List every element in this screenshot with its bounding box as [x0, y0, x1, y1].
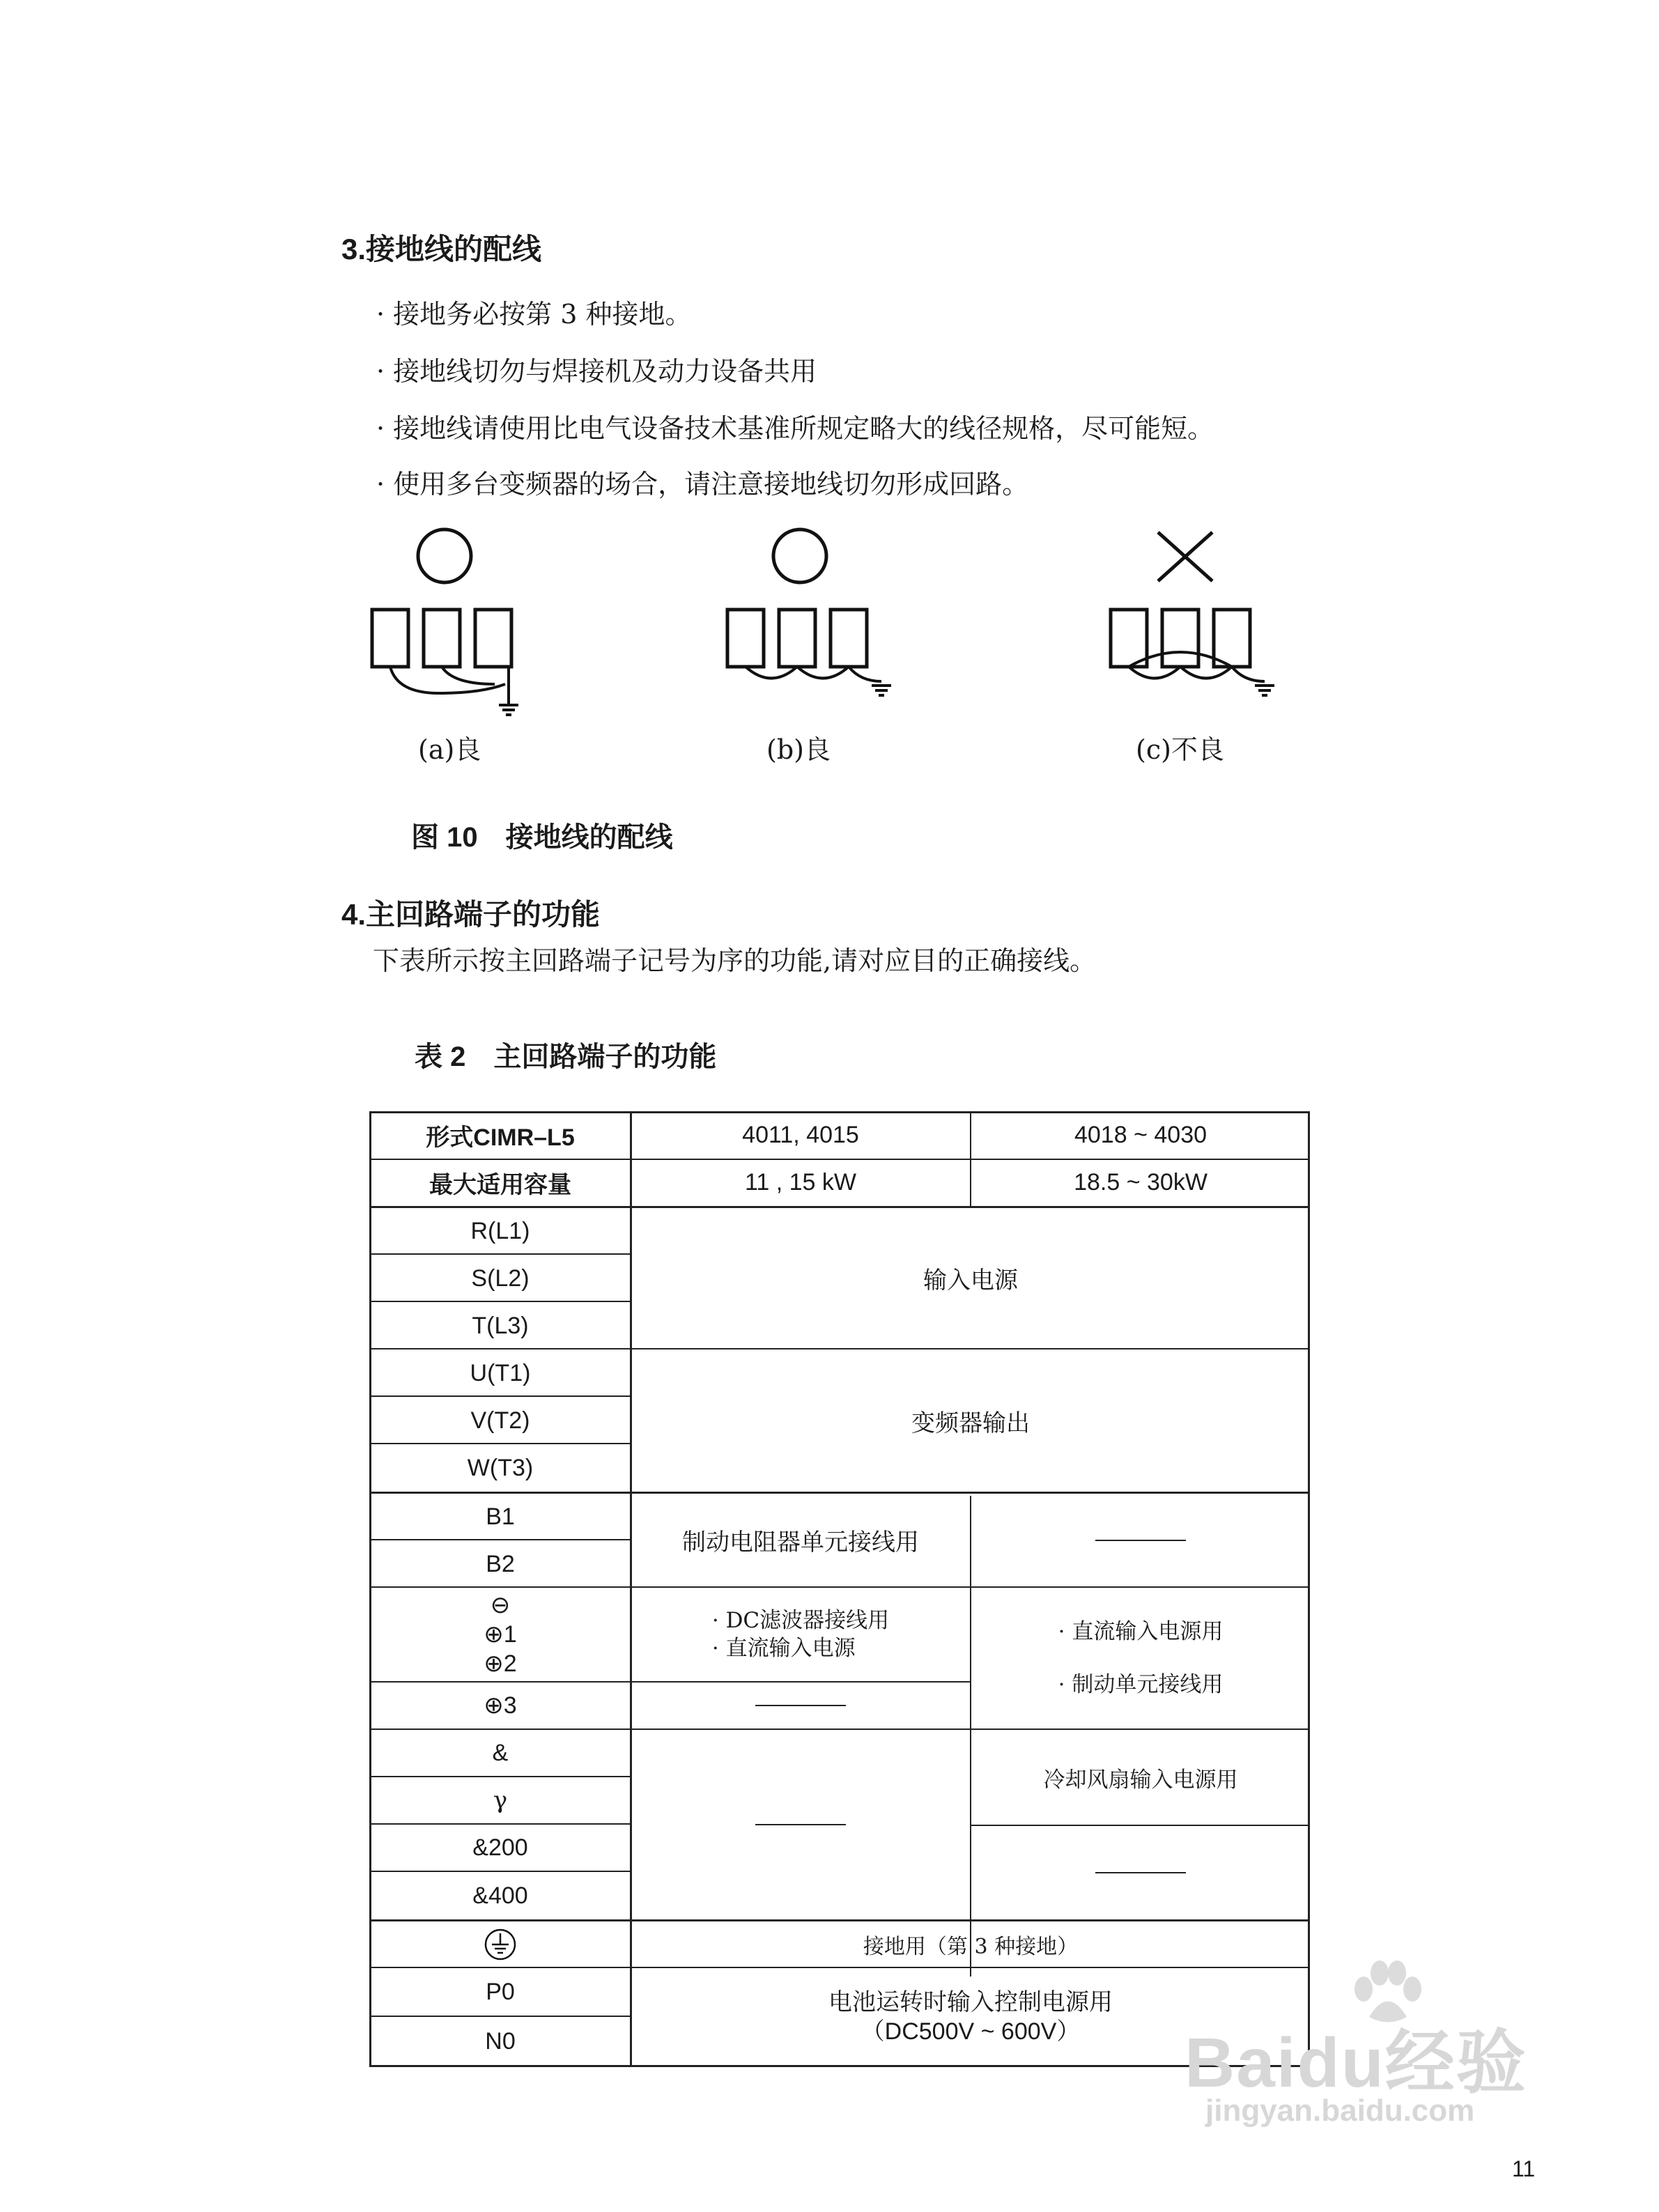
inverter-box [475, 610, 511, 667]
figure-b-label: (b)良 [766, 734, 831, 765]
inverter-box [1214, 610, 1250, 667]
section-4-title: 4.主回路端子的功能 [341, 898, 601, 931]
section-4-intro: 下表所示按主回路端子记号为序的功能,请对应目的正确接线。 [373, 945, 1097, 976]
baidu-watermark [1185, 2006, 1575, 2132]
terminal-amp: & [492, 1739, 509, 1766]
terminal-plus1: ⊕1 [484, 1621, 517, 1648]
main-circuit-terminal-table [369, 1111, 1310, 2067]
function-na-b [971, 1494, 1310, 1586]
figure-c-label: (c)不良 [1136, 734, 1224, 765]
function-dc-reactor: · DC滤波器接线用 [711, 1608, 890, 1633]
terminal-p0: P0 [486, 1978, 515, 2005]
inverter-box [1111, 610, 1147, 667]
ground-wire [849, 667, 881, 681]
terminal-amp200: &200 [472, 1834, 528, 1861]
function-ground: 接地用（第 3 种接地） [863, 1934, 1079, 1959]
capacity-a: 11 , 15 kW [745, 1168, 856, 1196]
function-na-fan-b [971, 1826, 1310, 1919]
good-mark-icon [418, 529, 471, 582]
function-inverter-output: 变频器输出 [911, 1409, 1030, 1437]
inverter-box [727, 610, 764, 667]
function-dc-input: · 直流输入电源 [711, 1636, 856, 1661]
ground-symbol-icon [484, 1928, 517, 1961]
figure-caption: 图 10 接地线的配线 [411, 822, 673, 853]
inverter-box [831, 610, 867, 667]
terminal-n0: N0 [485, 2027, 516, 2055]
function-input-power: 输入电源 [923, 1267, 1018, 1294]
terminal-plus3: ⊕3 [484, 1692, 517, 1719]
section-3-title: 3.接地线的配线 [341, 233, 542, 265]
function-dc-input-use: · 直流输入电源用 [1058, 1619, 1224, 1644]
terminal-b1: B1 [486, 1503, 515, 1530]
figure-b-diagram [718, 523, 899, 704]
model-b: 4018 ~ 4030 [1074, 1121, 1207, 1148]
terminal-w: W(T3) [467, 1454, 534, 1481]
model-label: 形式CIMR–L5 [426, 1124, 575, 1151]
loop-wire [1129, 652, 1232, 667]
bullet-1: · 接地务必按第 3 种接地。 [376, 299, 692, 330]
terminal-t: T(L3) [472, 1312, 529, 1339]
terminal-b2: B2 [486, 1550, 515, 1577]
function-fan-power: 冷却风扇输入电源用 [1043, 1767, 1238, 1793]
function-brake-resistor: 制动电阻器单元接线用 [682, 1529, 919, 1556]
capacity-label: 最大适用容量 [429, 1171, 571, 1198]
figure-a-diagram [362, 523, 543, 718]
ground-wire [442, 667, 495, 684]
inverter-box [779, 610, 815, 667]
page-number: 11 [1512, 2156, 1536, 2181]
figure-a-label: (a)良 [418, 734, 481, 765]
function-na-fan-a [631, 1730, 970, 1919]
bullet-4: · 使用多台变频器的场合，请注意接地线切勿形成回路。 [376, 469, 1029, 500]
function-na-plus3 [631, 1683, 970, 1728]
inverter-box [424, 610, 460, 667]
terminal-v: V(T2) [470, 1407, 530, 1434]
terminal-amp400: &400 [472, 1882, 528, 1909]
bullet-3: · 接地线请使用比电气设备技术基准所规定略大的线径规格，尽可能短。 [376, 413, 1214, 444]
capacity-b: 18.5 ~ 30kW [1074, 1168, 1207, 1196]
terminal-s: S(L2) [471, 1264, 530, 1292]
function-battery-line2: （DC500V ~ 600V） [861, 2018, 1081, 2045]
function-battery-line1: 电池运转时输入控制电源用 [828, 1988, 1113, 2016]
function-dc-group-a [631, 1588, 970, 1681]
terminal-minus: ⊖ [490, 1592, 511, 1618]
watermark-url: jingyan.baidu.com [1205, 2094, 1475, 2128]
function-brake-unit: · 制动单元接线用 [1058, 1672, 1224, 1697]
terminal-plus2: ⊕2 [484, 1650, 517, 1677]
terminal-dc-group [369, 1588, 631, 1681]
table-caption: 表 2 主回路端子的功能 [415, 1042, 717, 1072]
inverter-box [1162, 610, 1198, 667]
terminal-ground [369, 1921, 631, 1967]
terminal-u: U(T1) [470, 1359, 531, 1386]
terminal-gamma: γ [493, 1786, 508, 1814]
model-a: 4011, 4015 [742, 1121, 859, 1148]
function-dc-group-b [971, 1588, 1310, 1728]
inverter-box [372, 610, 408, 667]
good-mark-icon [773, 529, 826, 582]
ground-wire [390, 667, 505, 693]
figure-c-diagram [1101, 523, 1282, 704]
watermark-brand: Baidu经验 [1185, 2024, 1527, 2102]
bullet-2: · 接地线切勿与焊接机及动力设备共用 [376, 356, 817, 387]
terminal-r: R(L1) [470, 1217, 530, 1244]
